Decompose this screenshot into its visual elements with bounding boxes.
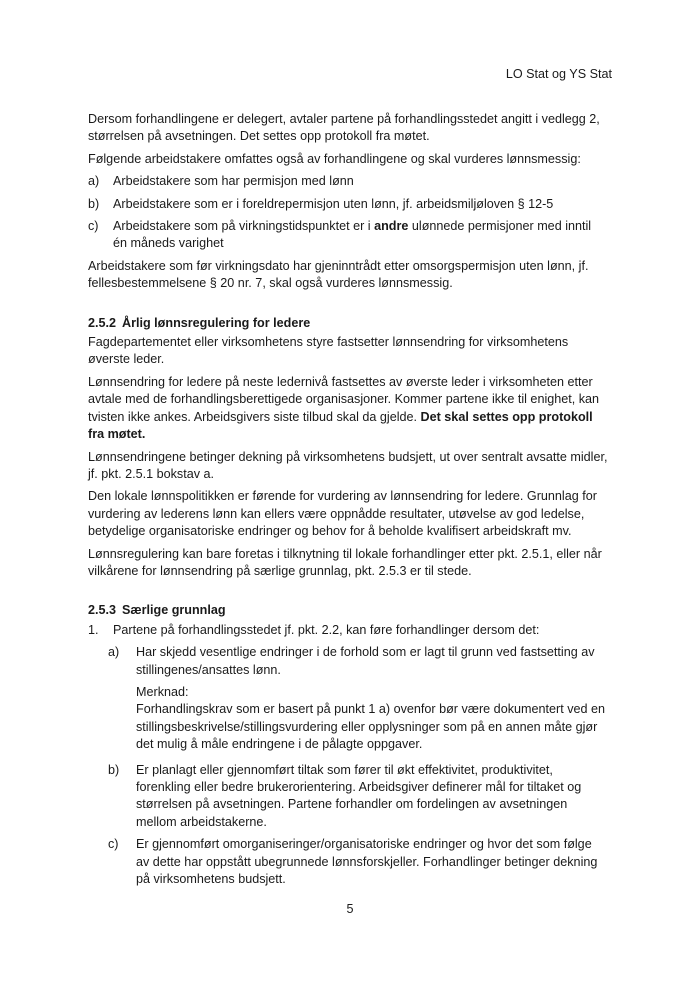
page-header: LO Stat og YS Stat: [505, 67, 612, 81]
section-252-paragraph-1: Fagdepartementet eller virksomhetens styre fastsetter lønnsendring for virksomhetens øverste leder.: [88, 335, 569, 367]
list-marker: 1.: [88, 622, 99, 637]
sub-list: [108, 644, 608, 888]
section-title: Særlige grunnlag: [122, 603, 226, 618]
list-text: Arbeidstakere som er i foreldrepermisjon uten lønn, jf. arbeidsmiljøloven § 12-5: [113, 196, 554, 211]
section-252-paragraph-2: [88, 374, 608, 444]
list-marker: b): [108, 762, 120, 777]
numbered-item: [88, 622, 608, 639]
document-body: [88, 111, 608, 893]
list-text-post: ulønnede permisjoner med inntil én måneds varighet: [113, 219, 592, 251]
list-marker: c): [88, 219, 99, 234]
section-252-paragraph-3: Lønnsendringene betinger dekning på virksomhetens budsjett, ut over sentralt avsatte midler, jf. pkt. 2.5.1 bokstav a.: [88, 449, 608, 481]
section-252-paragraph-5: Lønnsregulering kan bare foretas i tilknytning til lokale forhandlinger etter pkt. 2.5.1, eller når vilkårene for lønnsendring på særlige grunnlag, pkt. 2.5.3 er til stede.: [88, 546, 602, 578]
list-text: Arbeidstakere som har permisjon med lønn: [113, 174, 354, 189]
list-marker: c): [108, 837, 119, 852]
sub-list-item: [108, 836, 608, 888]
list-text-pre: Arbeidstakere som på virkningstidspunktet er i: [113, 219, 375, 234]
list-text: Partene på forhandlingsstedet jf. pkt. 2.2, kan føre forhandlinger dersom det:: [113, 622, 540, 637]
list-text-bold: andre: [374, 219, 409, 234]
section-heading-2-5-3: [88, 602, 608, 619]
page-number: 5: [346, 902, 354, 916]
sub-list-item: [108, 762, 608, 832]
note-text: Forhandlingskrav som er basert på punkt 1 a) ovenfor bør være dokumentert ved en stillingsbeskrivelse/stillingsvurdering eller opplysninger som på en annen måte gjør det mulig å måle endringene i de pålagte oppgaver.: [136, 702, 606, 752]
list-marker: a): [88, 174, 100, 189]
list-marker: b): [88, 196, 100, 211]
list-item: [88, 218, 608, 253]
section-252-paragraph-4: Den lokale lønnspolitikken er førende for vurdering av lønnsendring for ledere. Grunnlag for vurdering av lederens lønn kan ellers være oppnådde resultater, utøvelse av god ledelse, betydelige organisatoriske endringer og behov for å beholde kvalifisert arbeidskraft mv.: [88, 489, 597, 539]
list-item: [88, 173, 608, 190]
note-label: Merknad:: [136, 684, 189, 699]
section-number: 2.5.3: [88, 603, 117, 618]
intro-paragraph-1: Dersom forhandlingene er delegert, avtaler partene på forhandlingsstedet angitt i vedlegg 2, størrelsen på avsetningen. Det settes opp protokoll fra møtet.: [88, 112, 600, 144]
list-item: [88, 196, 608, 213]
section-number: 2.5.2: [88, 315, 117, 330]
list-text: Er planlagt eller gjennomført tiltak som fører til økt effektivitet, produktivitet, forenkling eller bedre brukerorientering. Arbeidsgiver definerer mål for tiltaket og størrelsen på avsetningen. Partene forhandler om fordelingen av avsetningen mellom arbeidstakerne.: [136, 762, 582, 829]
section-heading-2-5-2: [88, 315, 608, 332]
list-text: Er gjennomført omorganiseringer/organisatoriske endringer og hvor det som følge av dette har oppstått ubegrunnede lønnsforskjeller. Forhandlinger betinger dekning på virksomhetens budsjett.: [136, 837, 598, 887]
list-marker: a): [108, 645, 120, 660]
list-text: Har skjedd vesentlige endringer i de forhold som er lagt til grunn ved fastsetting av stillingenes/ansattes lønn.: [136, 645, 595, 677]
list-text: [113, 218, 608, 253]
paragraph-text: Lønnsendring for ledere på neste ledernivå fastsettes av øverste leder i virksomheten etter avtale med de forhandlingsberettigede organisasjoner. Kommer partene ikke til enighet, kan tvisten ikke ankes. Arbeidsgivers siste tilbud skal da gjelde.: [88, 374, 600, 424]
sub-list-item: [108, 644, 608, 679]
paragraph-bold-text: Det skal settes opp protokoll fra møtet.: [88, 409, 593, 442]
section-title: Årlig lønnsregulering for ledere: [122, 315, 311, 330]
intro-paragraph-2: Følgende arbeidstakere omfattes også av forhandlingene og skal vurderes lønnsmessig:: [88, 151, 581, 166]
intro-paragraph-3: Arbeidstakere som før virkningsdato har gjeninntrådt etter omsorgspermisjon uten lønn, jf. fellesbestemmelsene § 20 nr. 7, skal også vurderes lønnsmessig.: [88, 258, 589, 291]
note-block: [136, 684, 608, 754]
